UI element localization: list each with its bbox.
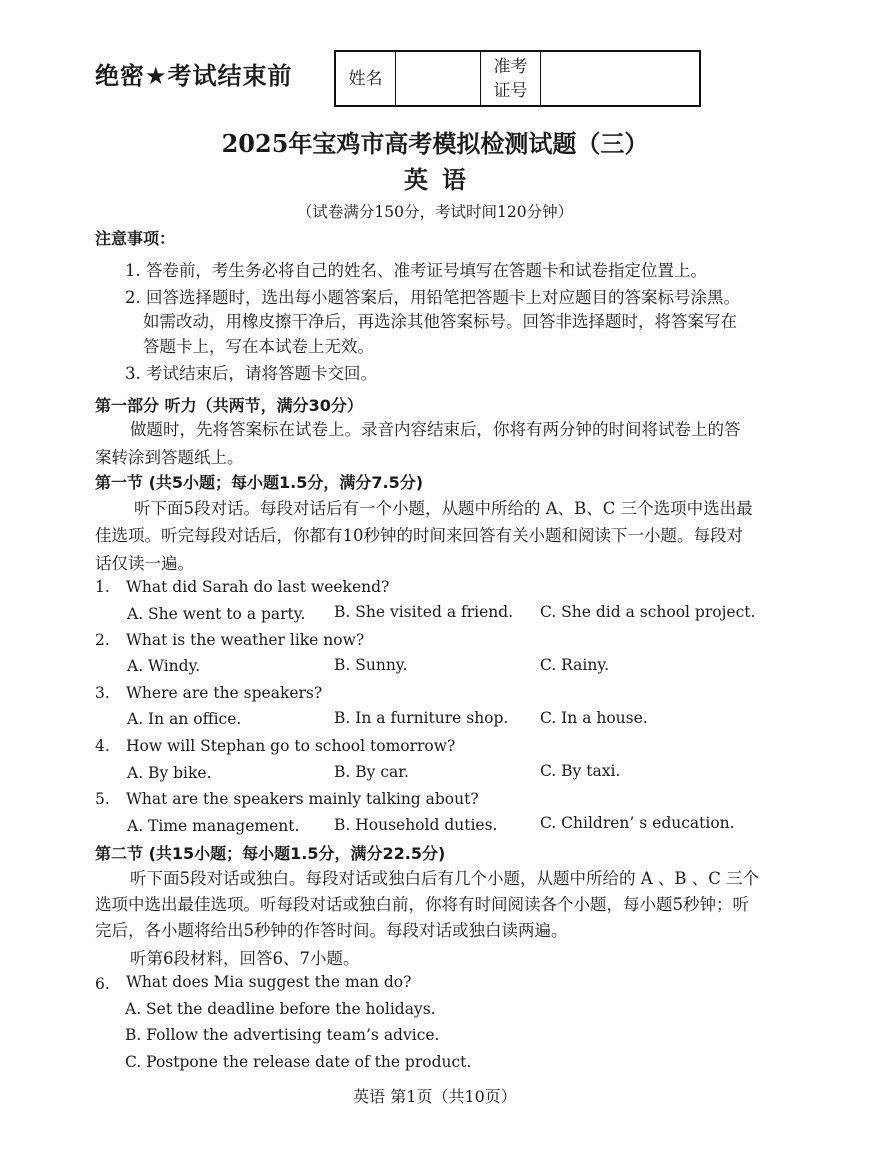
subject-title: 英语: [404, 166, 480, 194]
notice-item-2-line-1: 2. 回答选择题时，选出每小题答案后，用铅笔把答题卡上对应题目的答案标号涂黑。: [125, 288, 740, 307]
part1-intro-line-1: 做题时，先将答案标在试卷上。录音内容结束后，你将有两分钟的时间将试卷上的答: [130, 420, 741, 439]
full-score-note: （试卷满分150分，考试时间120分钟）: [296, 203, 574, 221]
section2-heading: 第二节 (共15小题；每小题1.5分，满分22.5分): [95, 844, 446, 863]
section1-intro-line-1: 听下面5段对话。每段对话后有一个小题，从题中所给的 A、B、C 三个选项中选出最: [134, 499, 753, 518]
question-text: How will Stephan go to school tomorrow?: [126, 737, 456, 755]
option-a[interactable]: A. Set the deadline before the holidays.: [125, 1000, 436, 1018]
material-note: 听第6段材料，回答6、7小题。: [130, 949, 360, 968]
option-b[interactable]: B. Sunny.: [334, 656, 408, 674]
question-text: What does Mia suggest the man do?: [126, 973, 412, 991]
option-b[interactable]: B. Follow the advertising team’s advice.: [125, 1026, 440, 1044]
notice-item-2-line-3: 答题卡上，写在本试卷上无效。: [143, 337, 374, 356]
section1-intro-line-2: 佳选项。听完每段对话后，你都有10秒钟的时间来回答有关小题和阅读下一小题。每段对: [95, 526, 743, 545]
option-c[interactable]: C. Rainy.: [540, 656, 609, 674]
question-text: What did Sarah do last weekend?: [126, 578, 390, 596]
option-b[interactable]: B. In a furniture shop.: [334, 709, 509, 727]
question-text: Where are the speakers?: [126, 684, 323, 702]
option-b[interactable]: B. Household duties.: [334, 816, 498, 834]
option-c[interactable]: C. By taxi.: [540, 762, 621, 780]
option-a[interactable]: A. Time management.: [127, 817, 300, 835]
option-a[interactable]: A. By bike.: [127, 764, 212, 782]
notice-item-2-line-2: 如需改动，用橡皮擦干净后，再选涂其他答案标号。回答非选择题时，将答案写在: [143, 312, 737, 331]
exam-id-field[interactable]: [541, 52, 699, 105]
part1-heading: 第一部分 听力（共两节，满分30分）: [95, 396, 363, 415]
option-a[interactable]: A. Windy.: [127, 657, 201, 675]
notice-heading: 注意事项：: [95, 229, 176, 248]
option-c[interactable]: C. Postpone the release date of the product.: [125, 1053, 472, 1071]
section2-intro-line-2: 选项中选出最佳选项。听每段对话或独白前，你将有时间阅读各个小题，每小题5秒钟；听: [95, 895, 749, 914]
question-number: 4.: [95, 737, 110, 755]
exam-id-label: [481, 52, 541, 105]
question-text: What are the speakers mainly talking about?: [126, 790, 479, 808]
question-number: 5.: [95, 790, 110, 808]
exam-id-label-line1: 准考: [493, 56, 528, 77]
question-number: 2.: [95, 631, 110, 649]
question-number: 3.: [95, 684, 110, 702]
section1-heading: 第一节 (共5小题；每小题1.5分，满分7.5分): [95, 473, 424, 492]
exam-title: 2025年宝鸡市高考模拟检测试题（三）: [221, 129, 649, 158]
question-number: 1.: [95, 578, 110, 596]
part1-intro-line-2: 案转涂到答题纸上。: [95, 448, 244, 467]
question-number: 6.: [95, 975, 110, 993]
option-b[interactable]: B. By car.: [334, 763, 409, 781]
option-c[interactable]: C. In a house.: [540, 709, 648, 727]
option-c[interactable]: C. She did a school project.: [540, 603, 756, 621]
section1-intro-line-3: 话仅读一遍。: [95, 554, 194, 573]
option-a[interactable]: A. In an office.: [127, 710, 242, 728]
section2-intro-line-3: 完后，各小题将给出5秒钟的作答时间。每段对话或独白读两遍。: [95, 921, 568, 940]
secret-label: 绝密★考试结束前: [95, 62, 293, 90]
page-footer: 英语 第1页（共10页）: [353, 1087, 517, 1106]
name-field[interactable]: [396, 52, 481, 105]
notice-item-1: 1. 答卷前，考生务必将自己的姓名、准考证号填写在答题卡和试卷指定位置上。: [125, 261, 707, 280]
option-c[interactable]: C. Children’ s education.: [540, 814, 735, 832]
name-label: 姓名: [336, 52, 396, 105]
question-text: What is the weather like now?: [126, 631, 365, 649]
option-b[interactable]: B. She visited a friend.: [334, 603, 514, 621]
notice-item-3: 3. 考试结束后，请将答题卡交回。: [125, 364, 377, 383]
exam-id-label-line2: 证号: [493, 80, 528, 101]
option-a[interactable]: A. She went to a party.: [127, 605, 306, 623]
section2-intro-line-1: 听下面5段对话或独白。每段对话或独白后有几个小题，从题中所给的 A 、B 、C 三个: [130, 869, 760, 888]
candidate-info-box: [334, 50, 701, 107]
